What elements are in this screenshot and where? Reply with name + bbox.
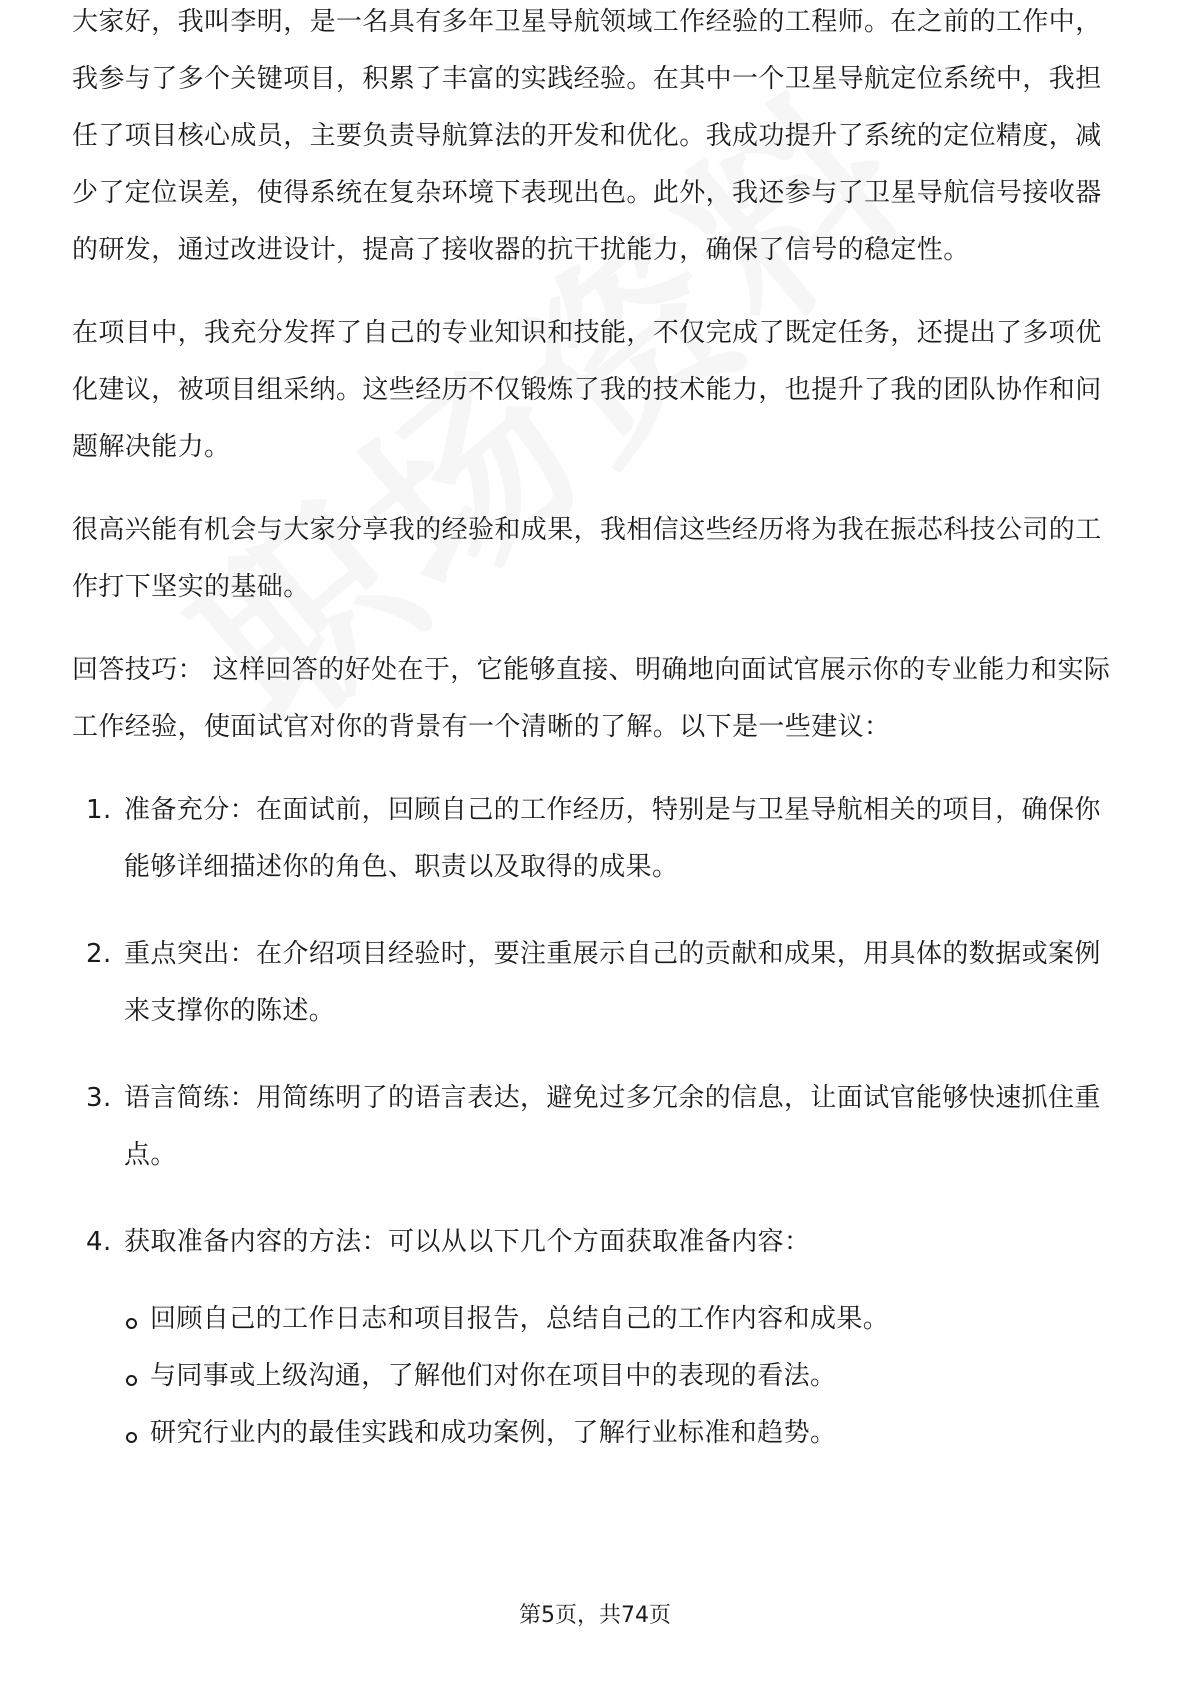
hollow-bullet-icon [126,1375,137,1386]
page-number-footer: 第5页，共74页 [519,1603,671,1628]
tips-list [72,782,1118,1462]
tip-text: 获取准备内容的方法：可以从以下几个方面获取准备内容： [124,1227,811,1257]
tip-item [72,926,1118,1040]
tip-item [72,1070,1118,1184]
hollow-bullet-icon [126,1432,137,1443]
paragraph-experience: 大家好，我叫李明，是一名具有多年卫星导航领域工作经验的工程师。在之前的工作中，我参与了多个关键项目，积累了丰富的实践经验。在其中一个卫星导航定位系统中，我担任了项目核心成员，主要负责导航算法的开发和优化。我成功提升了系统的定位精度，减少了定位误差，使得系统在复杂环境下表现出色。此外，我还参与了卫星导航信号接收器的研发，通过改进设计，提高了接收器的抗干扰能力，确保了信号的稳定性。 [72,7,1102,265]
paragraph-closing: 很高兴能有机会与大家分享我的经验和成果，我相信这些经历将为我在振芯科技公司的工作打下坚实的基础。 [72,515,1102,602]
tip-text: 准备充分：在面试前，回顾自己的工作经历，特别是与卫星导航相关的项目，确保你能够详细描述你的角色、职责以及取得的成果。 [124,795,1101,882]
tip-text: 重点突出：在介绍项目经验时，要注重展示自己的贡献和成果，用具体的数据或案例来支撑你的陈述。 [124,939,1101,1026]
sub-bullet-item [124,1405,1118,1462]
tip-number: 2. [86,939,112,969]
tip-number: 4. [86,1227,112,1257]
sub-bullet-text: 研究行业内的最佳实践和成功案例，了解行业标准和趋势。 [150,1418,837,1448]
hollow-bullet-icon [126,1318,137,1329]
sub-bullet-list [124,1291,1118,1462]
tip-text: 语言简练：用简练明了的语言表达，避免过多冗余的信息，让面试官能够快速抓住重点。 [124,1083,1101,1170]
tip-item [72,1214,1118,1462]
paragraph-answer-tips: 回答技巧： 这样回答的好处在于，它能够直接、明确地向面试官展示你的专业能力和实际工作经验，使面试官对你的背景有一个清晰的了解。以下是一些建议： [72,655,1111,742]
tip-item [72,782,1118,896]
tip-number: 1. [86,795,112,825]
sub-bullet-item [124,1291,1118,1348]
document-body [72,7,1118,1492]
paragraph-project-role: 在项目中，我充分发挥了自己的专业知识和技能，不仅完成了既定任务，还提出了多项优化建议，被项目组采纳。这些经历不仅锻炼了我的技术能力，也提升了我的团队协作和问题解决能力。 [72,318,1102,462]
sub-bullet-text: 回顾自己的工作日志和项目报告，总结自己的工作内容和成果。 [150,1304,890,1334]
sub-bullet-item [124,1348,1118,1405]
tip-number: 3. [86,1083,112,1113]
sub-bullet-text: 与同事或上级沟通，了解他们对你在项目中的表现的看法。 [150,1361,837,1391]
